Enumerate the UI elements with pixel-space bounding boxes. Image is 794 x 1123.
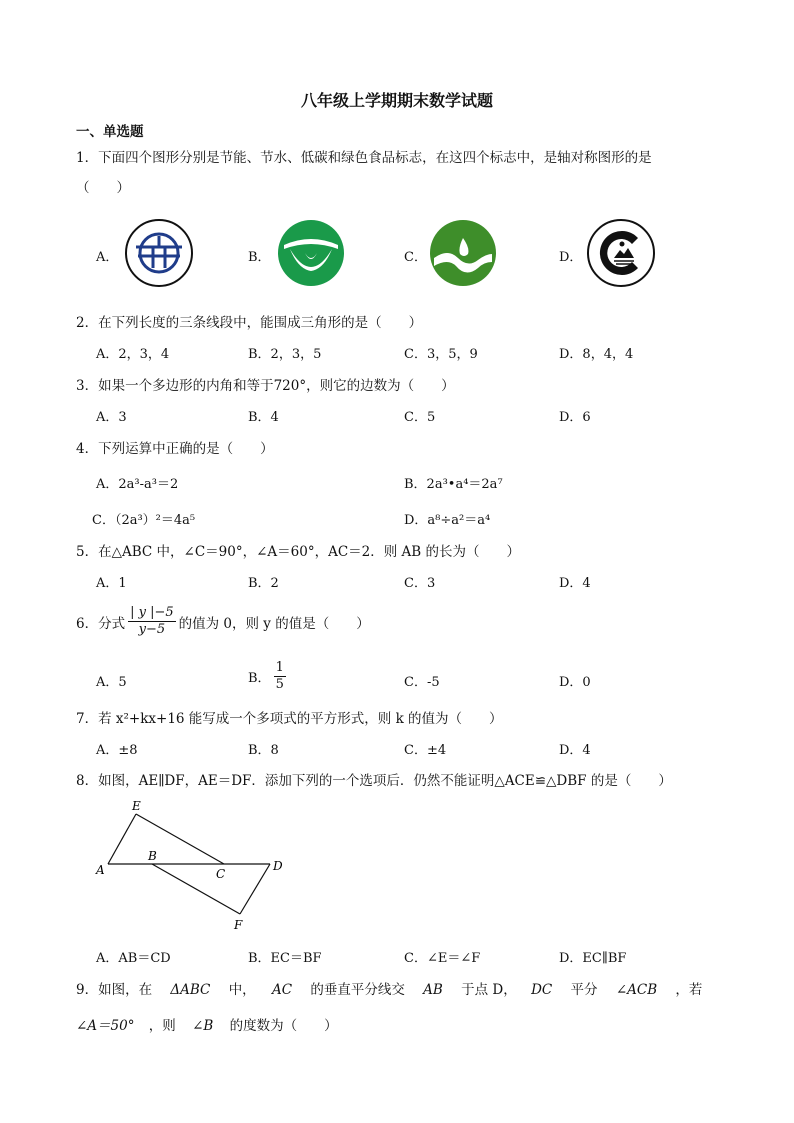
question-8-text: 8．如图，AE∥DF，AE＝DF．添加下列的一个选项后．仍然不能证明△ACE≌△DBF 的是（ ） bbox=[76, 773, 672, 789]
section-heading: 一、单选题 bbox=[76, 124, 144, 140]
q2-option-a: A．2，3，4 bbox=[96, 347, 170, 362]
q6-option-b-numerator: 1 bbox=[275, 660, 284, 675]
q6-prefix: 6．分式 bbox=[76, 615, 126, 632]
q9-text-c: 的垂直平分线交 bbox=[310, 982, 405, 998]
q9-text-e: 平分 bbox=[570, 982, 598, 998]
q1-option-d-label: D． bbox=[559, 250, 583, 265]
q5-option-b: B．2 bbox=[248, 576, 279, 591]
q6-option-b-label: B． bbox=[248, 671, 271, 686]
q4-option-c: C．（2a³）²＝4a⁵ bbox=[92, 513, 196, 528]
q2-option-c: C．3，5，9 bbox=[404, 347, 478, 362]
q9-text-h: 的度数为（ ） bbox=[229, 1018, 338, 1034]
question-3-text: 3．如果一个多边形的内角和等于720°，则它的边数为（ ） bbox=[76, 378, 455, 394]
q9-text-f: ，若 bbox=[675, 982, 703, 998]
line-bf bbox=[152, 864, 240, 914]
q4-option-b: B．2a³•a⁴＝2a⁷ bbox=[404, 477, 503, 492]
line-df bbox=[240, 864, 270, 914]
q9-text-b: 中， bbox=[228, 982, 256, 998]
q6-fraction-denominator: y−5 bbox=[138, 622, 166, 637]
q3-option-d: D．6 bbox=[559, 410, 591, 425]
q8-option-d: D．EC∥BF bbox=[559, 951, 627, 966]
q2-option-b: B．2，3，5 bbox=[248, 347, 322, 362]
q4-option-d: D．a⁸÷a²＝a⁴ bbox=[404, 513, 491, 528]
question-1-text: 1．下面四个图形分别是节能、节水、低碳和绿色食品标志，在这四个标志中，是轴对称图形的是 bbox=[76, 150, 652, 166]
label-e: E bbox=[132, 799, 141, 813]
question-5-text: 5．在△ABC 中，∠C＝90°，∠A＝60°，AC＝2．则 AB 的长为（ ） bbox=[76, 544, 520, 560]
q9-angle-b: ∠B bbox=[192, 1018, 214, 1034]
q6-fraction-numerator: | y |−5 bbox=[130, 605, 174, 620]
question-1-paren: （ ） bbox=[76, 180, 130, 196]
label-f: F bbox=[234, 918, 243, 932]
question-7-text: 7．若 x²+kx+16 能写成一个多项式的平方形式，则 k 的值为（ ） bbox=[76, 711, 503, 727]
label-d: D bbox=[273, 859, 283, 873]
question-9-line-2 bbox=[76, 1014, 338, 1034]
water-saving-logo-icon bbox=[276, 219, 346, 287]
label-c: C bbox=[216, 867, 226, 881]
label-a: A bbox=[96, 863, 105, 877]
q6-suffix: 的值为 0，则 y 的值是（ ） bbox=[178, 615, 370, 632]
q5-option-d: D．4 bbox=[559, 576, 591, 591]
label-b: B bbox=[148, 849, 157, 863]
line-ae bbox=[108, 814, 136, 864]
q6-fraction bbox=[128, 605, 176, 638]
q8-option-c: C．∠E＝∠F bbox=[404, 951, 481, 966]
q8-option-a: A．AB＝CD bbox=[96, 951, 171, 966]
q7-option-a: A．±8 bbox=[96, 743, 138, 758]
q3-option-b: B．4 bbox=[248, 410, 279, 425]
question-4-text: 4．下列运算中正确的是（ ） bbox=[76, 441, 274, 457]
q9-text-d: 于点 D， bbox=[461, 982, 517, 998]
q6-option-b bbox=[248, 660, 289, 693]
q8-option-b: B．EC＝BF bbox=[248, 951, 322, 966]
q9-dc: DC bbox=[531, 982, 553, 998]
q1-option-c-label: C． bbox=[404, 250, 427, 265]
q6-option-a: A．5 bbox=[96, 675, 127, 690]
q7-option-d: D．4 bbox=[559, 743, 591, 758]
q5-option-c: C．3 bbox=[404, 576, 436, 591]
q8-geometry-figure bbox=[92, 796, 292, 936]
q9-text-a: 9．如图，在 bbox=[76, 982, 153, 998]
q6-option-b-fraction bbox=[274, 660, 286, 693]
question-9-line-1 bbox=[76, 978, 702, 998]
low-carbon-logo-icon bbox=[428, 218, 498, 288]
q9-triangle: ΔABC bbox=[170, 982, 211, 998]
q1-option-b-label: B． bbox=[248, 250, 271, 265]
q1-option-a-label: A． bbox=[96, 250, 119, 265]
q9-text-g: ，则 bbox=[148, 1018, 176, 1034]
q6-option-d: D．0 bbox=[559, 675, 591, 690]
q9-angle-a: ∠A＝50° bbox=[76, 1018, 135, 1034]
q9-ab: AB bbox=[423, 982, 443, 998]
energy-saving-logo-icon bbox=[124, 218, 194, 288]
q3-option-a: A．3 bbox=[96, 410, 127, 425]
green-food-logo-icon bbox=[586, 218, 656, 288]
page-title: 八年级上学期期末数学试题 bbox=[300, 91, 493, 110]
q2-option-d: D．8，4，4 bbox=[559, 347, 634, 362]
question-2-text: 2．在下列长度的三条线段中，能围成三角形的是（ ） bbox=[76, 315, 423, 331]
q6-option-c: C．-5 bbox=[404, 675, 440, 690]
q3-option-c: C．5 bbox=[404, 410, 436, 425]
question-6 bbox=[76, 605, 370, 638]
q9-angle-acb: ∠ACB bbox=[615, 982, 658, 998]
q5-option-a: A．1 bbox=[96, 576, 127, 591]
q7-option-b: B．8 bbox=[248, 743, 279, 758]
q4-option-a: A．2a³-a³＝2 bbox=[96, 477, 179, 492]
q9-ac: AC bbox=[271, 982, 293, 998]
q7-option-c: C．±4 bbox=[404, 743, 447, 758]
q6-option-b-denominator: 5 bbox=[275, 677, 284, 692]
